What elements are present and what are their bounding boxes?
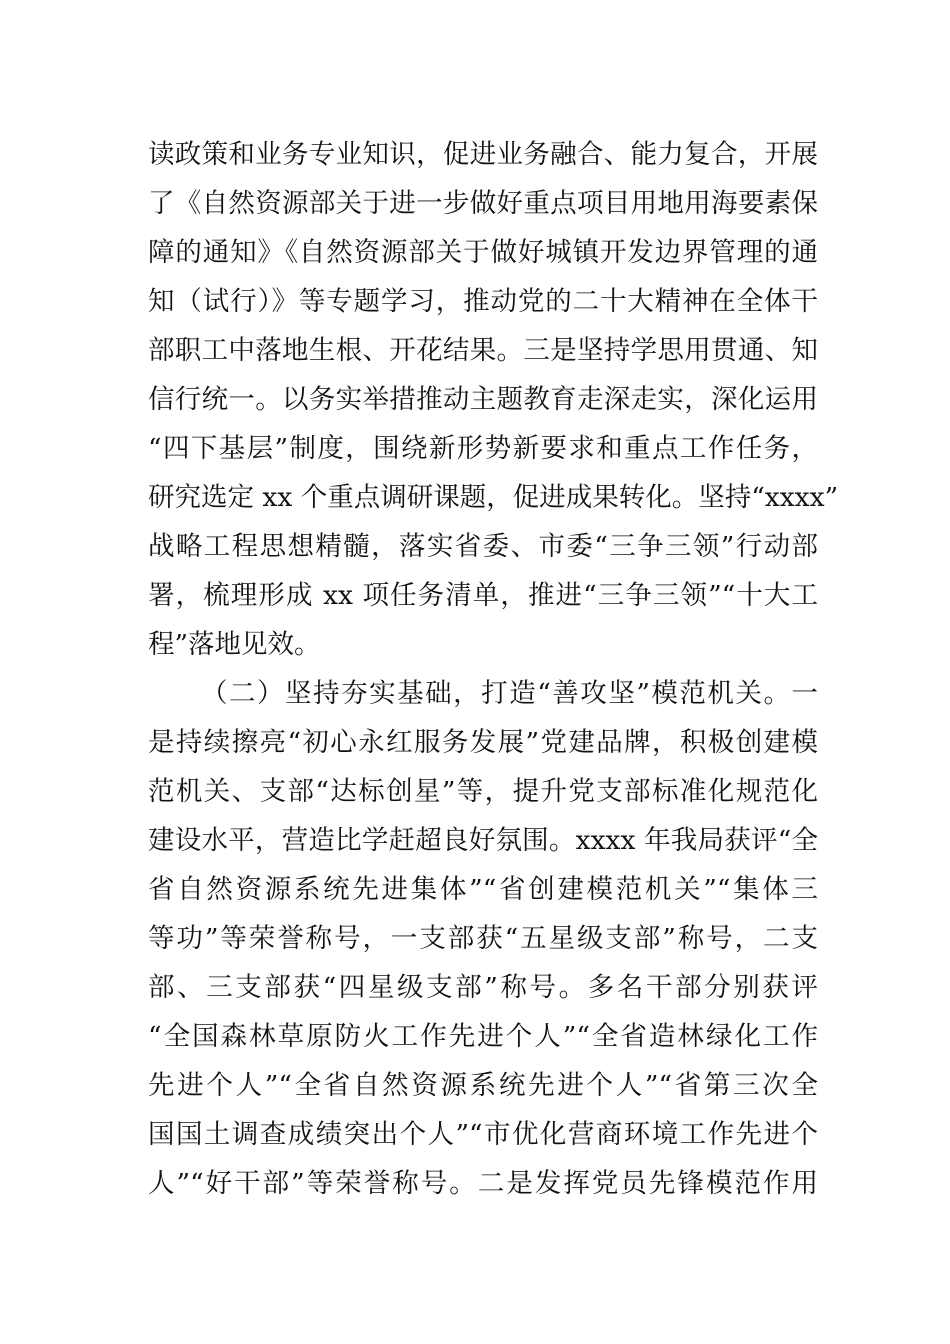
text-line: 部职工中落地生根、开花结果。三是坚持学思用贯通、知 [148, 335, 818, 366]
text-line: 等功”等荣誉称号，一支部获“五星级支部”称号，二支 [148, 923, 818, 954]
text-line: 战略工程思想精髓，落实省委、市委“三争三领”行动部 [148, 531, 818, 562]
text-line: 省自然资源系统先进集体”“省创建模范机关”“集体三 [148, 874, 818, 905]
text-line: 先进个人”“全省自然资源系统先进个人”“省第三次全 [148, 1070, 818, 1101]
text-line: 人”“好干部”等荣誉称号。二是发挥党员先锋模范作用 [148, 1168, 818, 1199]
section-heading-line: （二）坚持夯实基础，打造“善攻坚”模范机关。一 [201, 678, 818, 709]
text-line: “四下基层”制度，围绕新形势新要求和重点工作任务， [148, 433, 818, 464]
text-line: 信行统一。以务实举措推动主题教育走深走实，深化运用 [148, 384, 818, 415]
text-line: 读政策和业务专业知识，促进业务融合、能力复合，开展 [148, 139, 818, 170]
text-line: 国国土调查成绩突出个人”“市优化营商环境工作先进个 [148, 1119, 818, 1150]
body-text [148, 130, 839, 1208]
text-line: 了《自然资源部关于进一步做好重点项目用地用海要素保 [148, 188, 818, 219]
text-line: 署，梳理形成 xx 项任务清单，推进“三争三领”“十大工 [148, 580, 818, 611]
text-line: “全国森林草原防火工作先进个人”“全省造林绿化工作 [148, 1021, 818, 1052]
text-line: 研究选定 xx 个重点调研课题，促进成果转化。坚持“xxxx” [148, 482, 839, 513]
text-line: 知（试行）》等专题学习，推动党的二十大精神在全体干 [148, 286, 818, 317]
text-line: 建设水平，营造比学赶超良好氛围。xxxx 年我局获评“全 [148, 825, 818, 856]
text-line: 程”落地见效。 [148, 629, 321, 660]
text-line: 障的通知》《自然资源部关于做好城镇开发边界管理的通 [148, 237, 818, 268]
text-line: 部、三支部获“四星级支部”称号。多名干部分别获评 [148, 972, 818, 1003]
text-line: 范机关、支部“达标创星”等，提升党支部标准化规范化 [148, 776, 818, 807]
text-line: 是持续擦亮“初心永红服务发展”党建品牌，积极创建模 [148, 727, 818, 758]
